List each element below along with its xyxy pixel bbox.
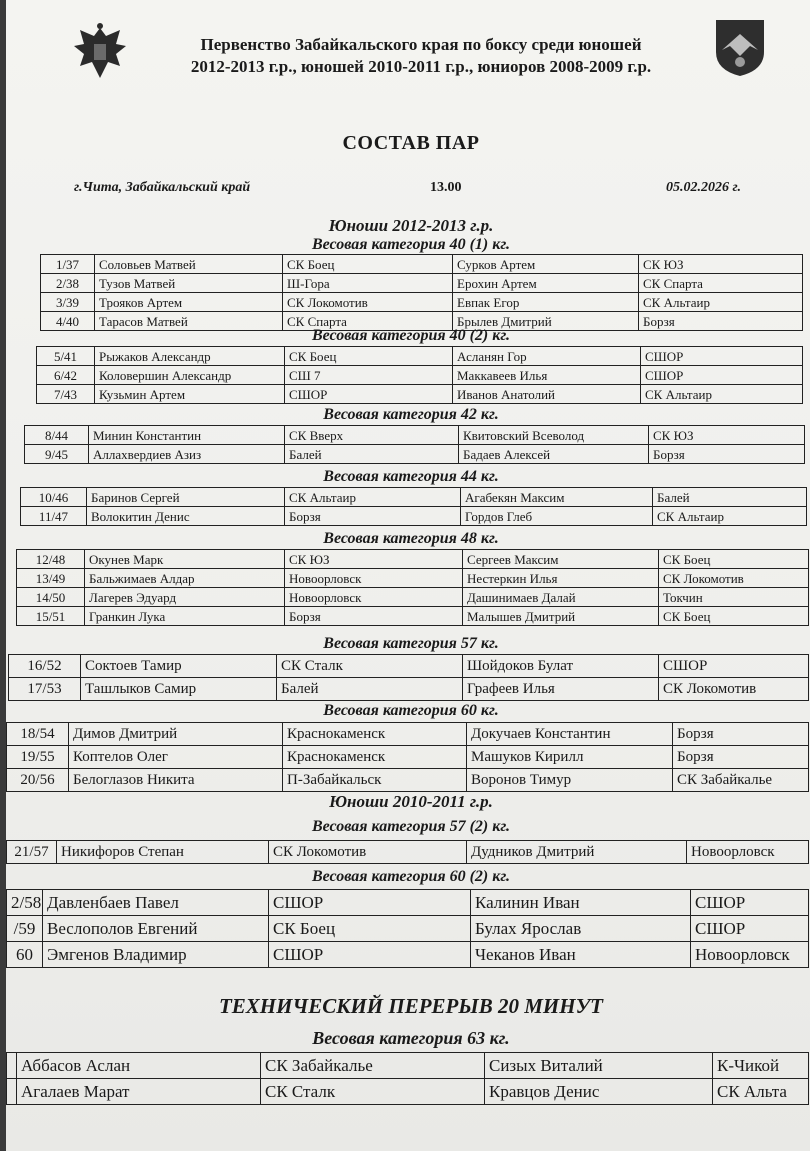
table-row — [7, 746, 809, 769]
boxer-red-name: Эмгенов Владимир — [43, 942, 269, 968]
pair-number: 2/38 — [41, 274, 95, 293]
table-row — [7, 841, 809, 864]
boxer-red-name: Баринов Сергей — [87, 488, 285, 507]
table-row — [37, 366, 803, 385]
boxer-red-club: СК Сталк — [261, 1079, 485, 1105]
boxer-red-club: Новоорловск — [285, 569, 463, 588]
weight-category-title: Весовая категория 60 (2) кг. — [311, 868, 511, 885]
boxer-red-name: Коловершин Александр — [95, 366, 285, 385]
boxer-red-club: СК Спарта — [283, 312, 453, 331]
weight-category-title: Весовая категория 44 кг. — [323, 468, 499, 485]
weight-category-title: Весовая категория 57 (2) кг. — [311, 818, 511, 835]
table-row — [21, 507, 807, 526]
pair-number: 20/56 — [7, 769, 69, 792]
boxer-red-name: Тарасов Матвей — [95, 312, 283, 331]
boxer-red-club: СШОР — [285, 385, 453, 404]
pair-number: 5/41 — [37, 347, 95, 366]
table-row — [7, 1079, 809, 1105]
boxer-red-club: СК Сталк — [277, 655, 463, 678]
boxer-blue-name: Графеев Илья — [463, 678, 659, 701]
boxer-blue-name: Иванов Анатолий — [453, 385, 641, 404]
event-place: г.Чита, Забайкальский край — [74, 180, 251, 195]
boxer-red-club: СШ 7 — [285, 366, 453, 385]
boxer-blue-name: Малышев Дмитрий — [463, 607, 659, 626]
pair-number: 1/37 — [41, 255, 95, 274]
weight-category-title: Весовая категория 42 кг. — [323, 406, 499, 423]
document-title: СОСТАВ ПАР — [342, 132, 480, 154]
boxer-red-name: Белоглазов Никита — [69, 769, 283, 792]
boxer-red-club: СК Забайкалье — [261, 1053, 485, 1079]
event-date: 05.02.2026 г. — [666, 180, 741, 195]
boxer-red-club: Новоорловск — [285, 588, 463, 607]
event-header-line-1: Первенство Забайкальского края по боксу среди юношей — [200, 35, 642, 54]
pair-number: /59 — [7, 916, 43, 942]
pair-number: 19/55 — [7, 746, 69, 769]
pairs-table — [6, 1052, 809, 1105]
pairs-table — [6, 722, 809, 792]
boxer-blue-club: СК Забайкалье — [673, 769, 809, 792]
table-row — [25, 426, 805, 445]
table-row — [9, 678, 809, 701]
pair-number: 7/43 — [37, 385, 95, 404]
boxer-blue-club: Балей — [653, 488, 807, 507]
boxer-blue-name: Квитовский Всеволод — [459, 426, 649, 445]
boxer-red-club: СК Боец — [285, 347, 453, 366]
table-row — [41, 274, 803, 293]
pair-number: 11/47 — [21, 507, 87, 526]
table-row — [7, 769, 809, 792]
table-row — [17, 550, 809, 569]
boxer-red-name: Окунев Марк — [85, 550, 285, 569]
boxer-blue-club: СК Альта — [713, 1079, 809, 1105]
boxer-red-name: Аллахвердиев Азиз — [89, 445, 285, 464]
table-row — [7, 916, 809, 942]
boxer-blue-club: СШОР — [691, 916, 809, 942]
table-row — [21, 488, 807, 507]
pair-number: 14/50 — [17, 588, 85, 607]
boxer-red-name: Никифоров Степан — [57, 841, 269, 864]
boxer-blue-club: Борзя — [673, 746, 809, 769]
table-row — [9, 655, 809, 678]
table-row — [7, 1053, 809, 1079]
pair-number — [7, 1053, 17, 1079]
boxer-red-club: Балей — [277, 678, 463, 701]
boxer-blue-name: Шойдоков Булат — [463, 655, 659, 678]
event-time: 13.00 — [430, 180, 462, 195]
boxer-blue-name: Асланян Гор — [453, 347, 641, 366]
boxer-blue-club: СШОР — [659, 655, 809, 678]
boxer-red-name: Рыжаков Александр — [95, 347, 285, 366]
event-header-line-2: 2012-2013 г.р., юношей 2010-2011 г.р., юниоров 2008-2009 г.р. — [190, 57, 652, 76]
table-row — [37, 385, 803, 404]
pairs-table — [16, 549, 809, 626]
pair-number: 4/40 — [41, 312, 95, 331]
boxer-blue-club: СШОР — [641, 366, 803, 385]
document-sheet — [6, 0, 810, 1151]
table-row — [37, 347, 803, 366]
boxer-red-name: Волокитин Денис — [87, 507, 285, 526]
boxer-blue-club: Новоорловск — [691, 942, 809, 968]
boxer-blue-name: Воронов Тимур — [467, 769, 673, 792]
boxer-red-name: Соктоев Тамир — [81, 655, 277, 678]
boxer-red-club: Балей — [285, 445, 459, 464]
boxer-red-club: СШОР — [269, 942, 471, 968]
boxer-blue-club: СК ЮЗ — [639, 255, 803, 274]
boxer-red-club: СК Боец — [283, 255, 453, 274]
pairs-table — [24, 425, 805, 464]
pair-number — [7, 1079, 17, 1105]
boxer-blue-club: СК Локомотив — [659, 678, 809, 701]
boxer-blue-club: Борзя — [649, 445, 805, 464]
boxer-blue-name: Докучаев Константин — [467, 723, 673, 746]
boxer-blue-club: СК Спарта — [639, 274, 803, 293]
age-group-title: Юноши 2012-2013 г.р. — [328, 216, 494, 235]
boxer-red-club: СК Вверх — [285, 426, 459, 445]
boxer-blue-name: Евпак Егор — [453, 293, 639, 312]
boxer-red-club: СШОР — [269, 890, 471, 916]
pairs-table — [8, 654, 809, 701]
technical-break-title: ТЕХНИЧЕСКИЙ ПЕРЕРЫВ 20 МИНУТ — [218, 994, 604, 1018]
boxer-red-club: Борзя — [285, 507, 461, 526]
boxer-red-club: Краснокаменск — [283, 746, 467, 769]
table-row — [17, 607, 809, 626]
boxer-blue-name: Брылев Дмитрий — [453, 312, 639, 331]
boxer-red-name: Давленбаев Павел — [43, 890, 269, 916]
boxer-red-name: Минин Константин — [89, 426, 285, 445]
boxer-red-name: Лагерев Эдуард — [85, 588, 285, 607]
pair-number: 17/53 — [9, 678, 81, 701]
weight-category-title: Весовая категория 60 кг. — [323, 702, 499, 719]
table-row — [25, 445, 805, 464]
boxer-blue-name: Кравцов Денис — [485, 1079, 713, 1105]
boxer-blue-name: Машуков Кирилл — [467, 746, 673, 769]
table-row — [17, 569, 809, 588]
boxer-red-club: СК Локомотив — [283, 293, 453, 312]
boxer-red-name: Бальжимаев Алдар — [85, 569, 285, 588]
boxer-red-name: Трояков Артем — [95, 293, 283, 312]
boxer-blue-club: СК Боец — [659, 607, 809, 626]
boxer-blue-club: СК Альтаир — [641, 385, 803, 404]
boxer-blue-name: Чеканов Иван — [471, 942, 691, 968]
weight-category-title: Весовая категория 63 кг. — [312, 1028, 510, 1048]
pair-number: 12/48 — [17, 550, 85, 569]
pair-number: 2/58 — [7, 890, 43, 916]
weight-category-title: Весовая категория 40 (2) кг. — [311, 327, 511, 344]
boxer-red-name: Аббасов Аслан — [17, 1053, 261, 1079]
boxer-blue-name: Сурков Артем — [453, 255, 639, 274]
pair-number: 60 — [7, 942, 43, 968]
pair-number: 8/44 — [25, 426, 89, 445]
boxer-blue-club: Новоорловск — [687, 841, 809, 864]
boxer-blue-name: Калинин Иван — [471, 890, 691, 916]
boxer-red-club: Борзя — [285, 607, 463, 626]
boxer-red-club: СК Локомотив — [269, 841, 467, 864]
boxer-red-name: Коптелов Олег — [69, 746, 283, 769]
boxer-blue-name: Маккавеев Илья — [453, 366, 641, 385]
boxer-blue-club: СК ЮЗ — [649, 426, 805, 445]
age-group-title: Юноши 2010-2011 г.р. — [329, 792, 493, 811]
boxer-blue-name: Бадаев Алексей — [459, 445, 649, 464]
boxer-blue-club: СК Боец — [659, 550, 809, 569]
boxer-red-club: П-Забайкальск — [283, 769, 467, 792]
boxer-blue-club: СК Альтаир — [653, 507, 807, 526]
pair-number: 9/45 — [25, 445, 89, 464]
boxer-red-name: Кузьмин Артем — [95, 385, 285, 404]
boxer-red-club: СК Боец — [269, 916, 471, 942]
weight-category-title: Весовая категория 40 (1) кг. — [311, 236, 511, 253]
boxer-red-club: СК ЮЗ — [285, 550, 463, 569]
boxer-blue-club: Токчин — [659, 588, 809, 607]
boxer-blue-name: Булах Ярослав — [471, 916, 691, 942]
boxer-red-club: Ш-Гора — [283, 274, 453, 293]
weight-category-title: Весовая категория 57 кг. — [323, 635, 499, 652]
eagle-emblem-icon — [72, 22, 128, 84]
boxer-red-name: Соловьев Матвей — [95, 255, 283, 274]
pairs-table — [20, 487, 807, 526]
regional-coat-of-arms-icon — [712, 16, 768, 78]
boxer-blue-name: Сизых Виталий — [485, 1053, 713, 1079]
table-row — [7, 942, 809, 968]
pair-number: 6/42 — [37, 366, 95, 385]
boxer-blue-club: СШОР — [691, 890, 809, 916]
boxer-red-name: Димов Дмитрий — [69, 723, 283, 746]
boxer-blue-club: Борзя — [639, 312, 803, 331]
boxer-red-name: Агалаев Марат — [17, 1079, 261, 1105]
boxer-blue-name: Сергеев Максим — [463, 550, 659, 569]
boxer-red-club: Краснокаменск — [283, 723, 467, 746]
event-header — [126, 34, 716, 78]
pair-number: 13/49 — [17, 569, 85, 588]
pairs-table — [36, 346, 803, 404]
pairs-table — [6, 840, 809, 864]
table-row — [7, 723, 809, 746]
boxer-red-club: СК Альтаир — [285, 488, 461, 507]
pair-number: 3/39 — [41, 293, 95, 312]
pair-number: 18/54 — [7, 723, 69, 746]
weight-category-title: Весовая категория 48 кг. — [323, 530, 499, 547]
boxer-blue-club: К-Чикой — [713, 1053, 809, 1079]
boxer-blue-name: Ерохин Артем — [453, 274, 639, 293]
table-row — [41, 255, 803, 274]
boxer-blue-club: СШОР — [641, 347, 803, 366]
boxer-blue-club: Борзя — [673, 723, 809, 746]
boxer-blue-name: Нестеркин Илья — [463, 569, 659, 588]
boxer-blue-club: СК Альтаир — [639, 293, 803, 312]
pair-number: 16/52 — [9, 655, 81, 678]
boxer-red-name: Гранкин Лука — [85, 607, 285, 626]
pair-number: 15/51 — [17, 607, 85, 626]
boxer-red-name: Тузов Матвей — [95, 274, 283, 293]
boxer-blue-name: Агабекян Максим — [461, 488, 653, 507]
pair-number: 10/46 — [21, 488, 87, 507]
boxer-red-name: Веслополов Евгений — [43, 916, 269, 942]
boxer-blue-club: СК Локомотив — [659, 569, 809, 588]
boxer-blue-name: Дашинимаев Далай — [463, 588, 659, 607]
table-row — [41, 293, 803, 312]
pair-number: 21/57 — [7, 841, 57, 864]
table-row — [7, 890, 809, 916]
table-row — [17, 588, 809, 607]
boxer-blue-name: Гордов Глеб — [461, 507, 653, 526]
pairs-table — [6, 889, 809, 968]
boxer-blue-name: Дудников Дмитрий — [467, 841, 687, 864]
pairs-table — [40, 254, 803, 331]
boxer-red-name: Ташлыков Самир — [81, 678, 277, 701]
